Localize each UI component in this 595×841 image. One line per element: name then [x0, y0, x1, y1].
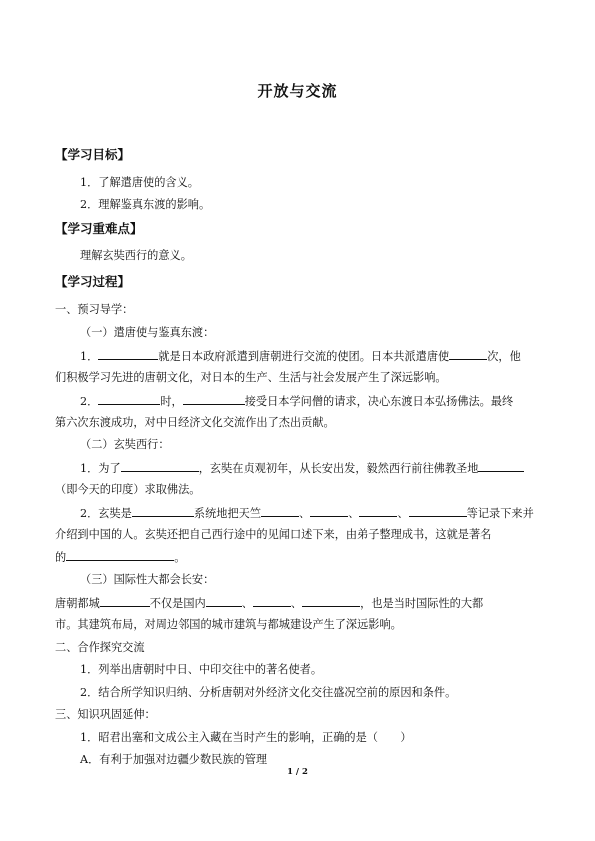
question-4-line2: 介绍到中国的人。玄奘还把自己西行途中的见闻口述下来，由弟子整理成书，这就是著名 [55, 528, 492, 541]
part3-question: 1．昭君出塞和文成公主入藏在当时产生的影响，正确的是（ ） [80, 731, 412, 744]
blank [409, 505, 467, 517]
question-3-line2: （即今天的印度）求取佛法。 [55, 483, 201, 496]
question-5 [55, 595, 483, 612]
blank [253, 595, 291, 607]
separator: 、 [348, 507, 360, 520]
question-5-text-b: 不仅是国内 [149, 597, 206, 610]
question-3 [80, 460, 524, 477]
question-3-text-mid: ，玄奘在贞观初年，从长安出发，毅然西行前往佛教圣地 [198, 462, 479, 475]
question-5-line2: 市。其建筑布局，对周边邻国的城市建筑与都城建设产生了深远影响。 [55, 618, 402, 631]
question-2 [80, 393, 513, 410]
goal-item: 1．了解遣唐使的含义。 [80, 176, 199, 189]
question-2-text: 时， [160, 395, 183, 408]
part2-heading: 二、合作探究交流 [55, 641, 145, 654]
separator: 、 [241, 597, 253, 610]
question-4-text-f: 等记录下来并 [466, 507, 534, 520]
question-4-line3-end: 。 [174, 551, 186, 564]
separator: 、 [397, 507, 409, 520]
question-2-line2: 第六次东渡成功，对中日经济文化交流作出了杰出贡献。 [55, 416, 335, 429]
page-number: 1 / 2 [287, 767, 308, 777]
goal-item: 2．理解鉴真东渡的影响。 [80, 198, 211, 211]
key-point-text: 理解玄奘西行的意义。 [80, 249, 192, 262]
part3-option-a: A．有利于加强对边疆少数民族的管理 [80, 753, 268, 766]
blank [183, 393, 245, 405]
part1-heading: 一、预习导学： [55, 303, 134, 316]
question-4 [80, 505, 534, 522]
part1-sub2: （二）玄奘西行： [80, 438, 170, 451]
question-1-text: 就是日本政府派遣到唐朝进行交流的使团。日本共派遣唐使 [158, 350, 450, 363]
page-title: 开放与交流 [257, 82, 338, 100]
blank [449, 348, 487, 360]
question-5-text: 唐朝都城 [55, 597, 100, 610]
question-1-text-end: 次，他 [487, 350, 521, 363]
blank [359, 505, 397, 517]
section-key-points-heading: 【学习重难点】 [55, 221, 143, 236]
part2-item: 1．列举出唐朝时中日、中印交往中的著名使者。 [80, 663, 323, 676]
blank [66, 549, 174, 561]
blank [478, 460, 524, 472]
separator: 、 [299, 507, 311, 520]
section-process-heading: 【学习过程】 [55, 274, 131, 289]
question-4-text-b: 系统地把天竺 [193, 507, 262, 520]
blank [100, 595, 150, 607]
blank [206, 595, 242, 607]
question-1-line2: 们积极学习先进的唐朝文化，对日本的生产、生活与社会发展产生了深远影响。 [55, 371, 447, 384]
part3-heading: 三、知识巩固延伸： [55, 708, 156, 721]
blank [98, 393, 160, 405]
part1-sub3: （三）国际性大都会长安： [80, 573, 215, 586]
blank [261, 505, 299, 517]
question-1-num: 1． [80, 350, 99, 363]
question-3-text: 1．为了 [80, 462, 121, 475]
section-goals-heading: 【学习目标】 [55, 147, 131, 162]
question-4-line3 [55, 549, 185, 566]
question-4-text: 2．玄奘是 [80, 507, 132, 520]
blank [98, 348, 158, 360]
blank [310, 505, 348, 517]
question-4-line3-start: 的 [55, 551, 67, 564]
part1-sub1: （一）遣唐使与鉴真东渡： [80, 326, 215, 339]
question-1 [80, 348, 521, 365]
blank [302, 595, 360, 607]
blank [132, 505, 194, 517]
question-2-text-end: 接受日本学问僧的请求，决心东渡日本弘扬佛法。最终 [244, 395, 514, 408]
part2-item: 2．结合所学知识归纳、分析唐朝对外经济文化交往盛况空前的原因和条件。 [80, 686, 457, 699]
separator: 、 [290, 597, 303, 610]
question-5-text-e: ，也是当时国际性的大都 [360, 597, 484, 610]
blank [121, 460, 199, 472]
question-2-num: 2． [80, 395, 99, 408]
